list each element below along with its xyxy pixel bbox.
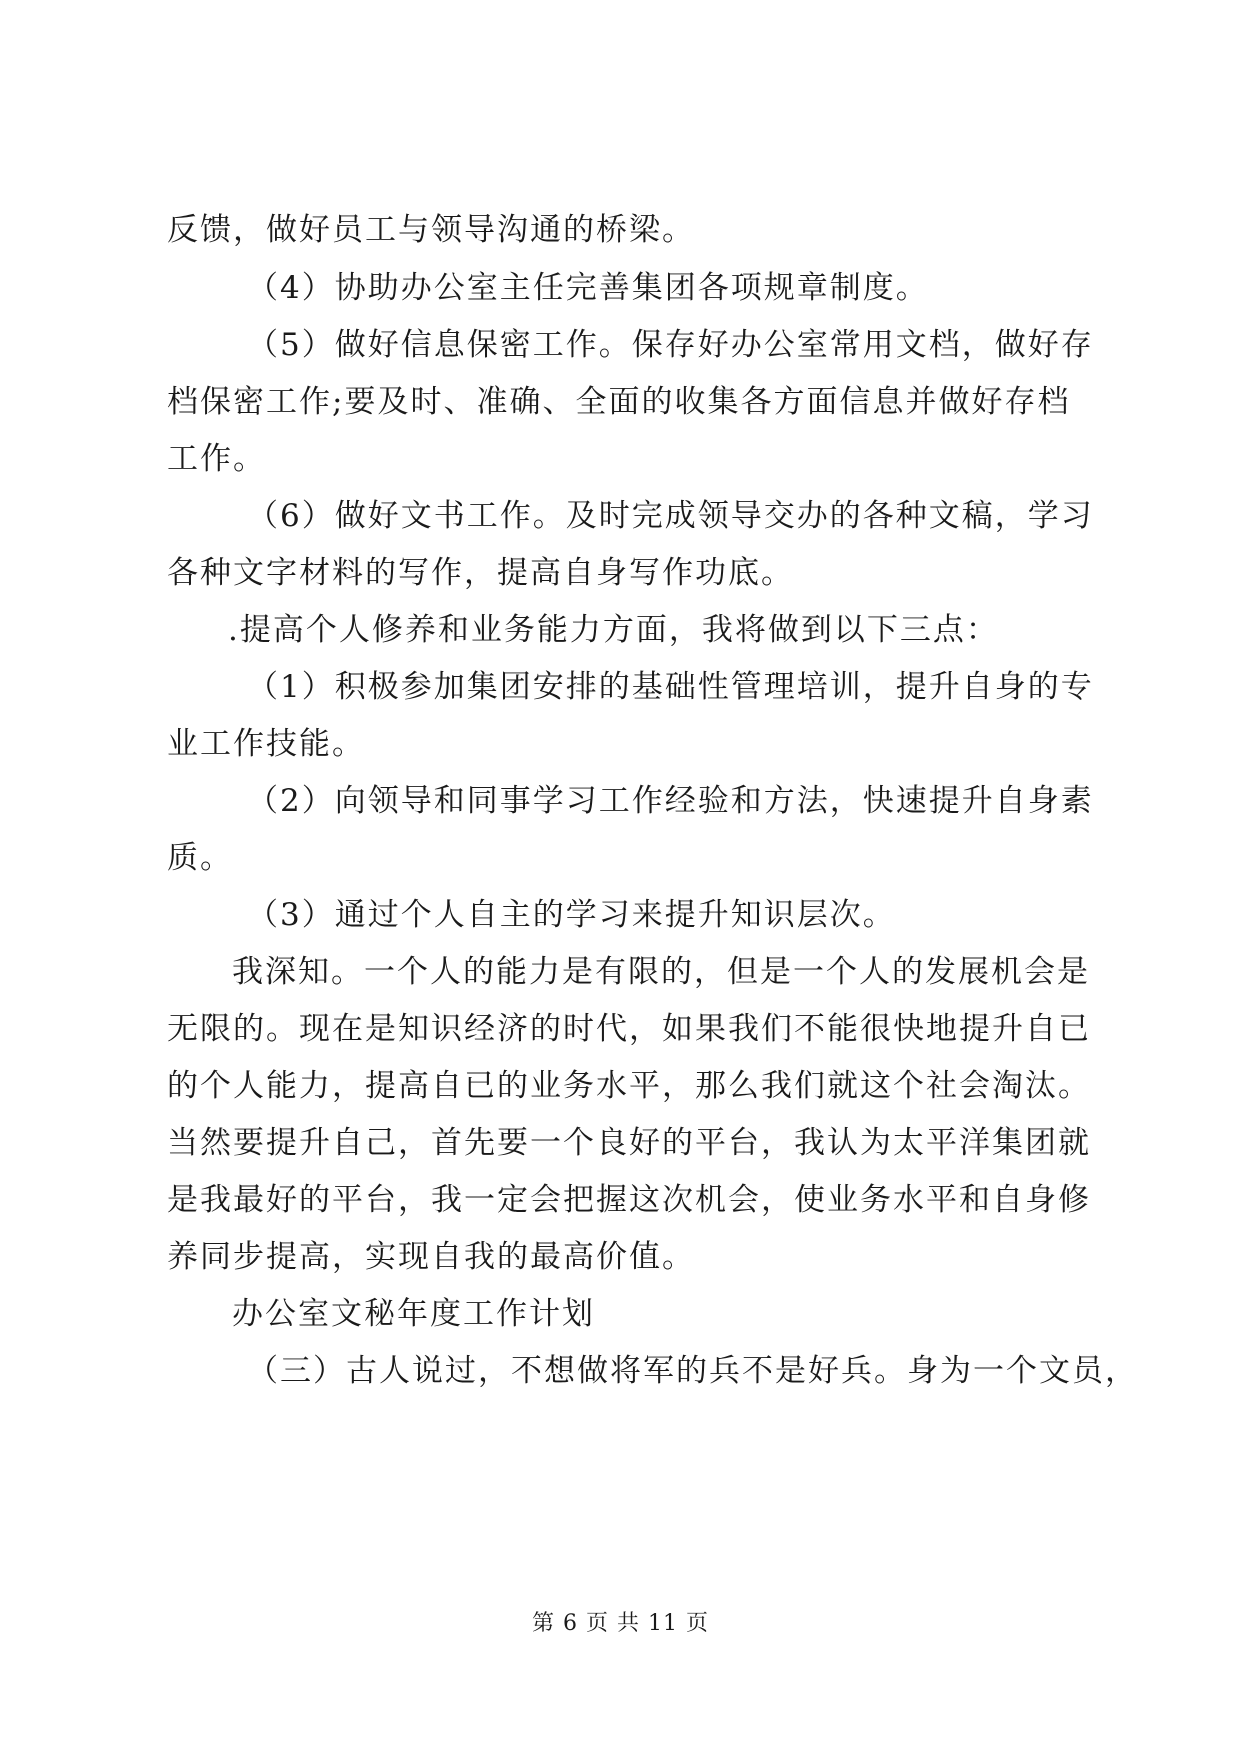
- page-footer: 第 6 页 共 11 页: [532, 1611, 709, 1636]
- body-line: （三）古人说过，不想做将军的兵不是好兵。身为一个文员，: [247, 1353, 1138, 1389]
- section-title: 办公室文秘年度工作计划: [232, 1296, 595, 1332]
- body-line: （1）积极参加集团安排的基础性管理培训，提升自身的专: [247, 669, 1094, 705]
- body-line: （4）协助办公室主任完善集团各项规章制度。: [247, 270, 929, 306]
- body-line: 养同步提高，实现自我的最高价值。: [167, 1239, 695, 1275]
- body-line: （2）向领导和同事学习工作经验和方法，快速提升自身素: [247, 783, 1094, 819]
- body-line: 业工作技能。: [167, 726, 365, 762]
- body-line: 的个人能力，提高自已的业务水平，那么我们就这个社会淘汰。: [167, 1068, 1091, 1104]
- body-line: 工作。: [167, 441, 266, 477]
- body-line: 档保密工作;要及时、准确、全面的收集各方面信息并做好存档: [167, 384, 1071, 420]
- body-line: 各种文字材料的写作，提高自身写作功底。: [167, 555, 794, 591]
- body-line: 我深知。一个人的能力是有限的，但是一个人的发展机会是: [232, 954, 1090, 990]
- body-line: 是我最好的平台，我一定会把握这次机会，使业务水平和自身修: [167, 1182, 1091, 1218]
- body-line: （5）做好信息保密工作。保存好办公室常用文档，做好存: [247, 327, 1094, 363]
- body-line: 质。: [167, 840, 233, 876]
- body-line: 当然要提升自己，首先要一个良好的平台，我认为太平洋集团就: [167, 1125, 1091, 1161]
- body-line: 反馈，做好员工与领导沟通的桥梁。: [167, 212, 695, 248]
- body-line: .提高个人修养和业务能力方面，我将做到以下三点：: [228, 612, 999, 648]
- body-line: （6）做好文书工作。及时完成领导交办的各种文稿，学习: [247, 498, 1094, 534]
- body-line: 无限的。现在是知识经济的时代，如果我们不能很快地提升自已: [167, 1011, 1091, 1047]
- body-line: （3）通过个人自主的学习来提升知识层次。: [247, 897, 896, 933]
